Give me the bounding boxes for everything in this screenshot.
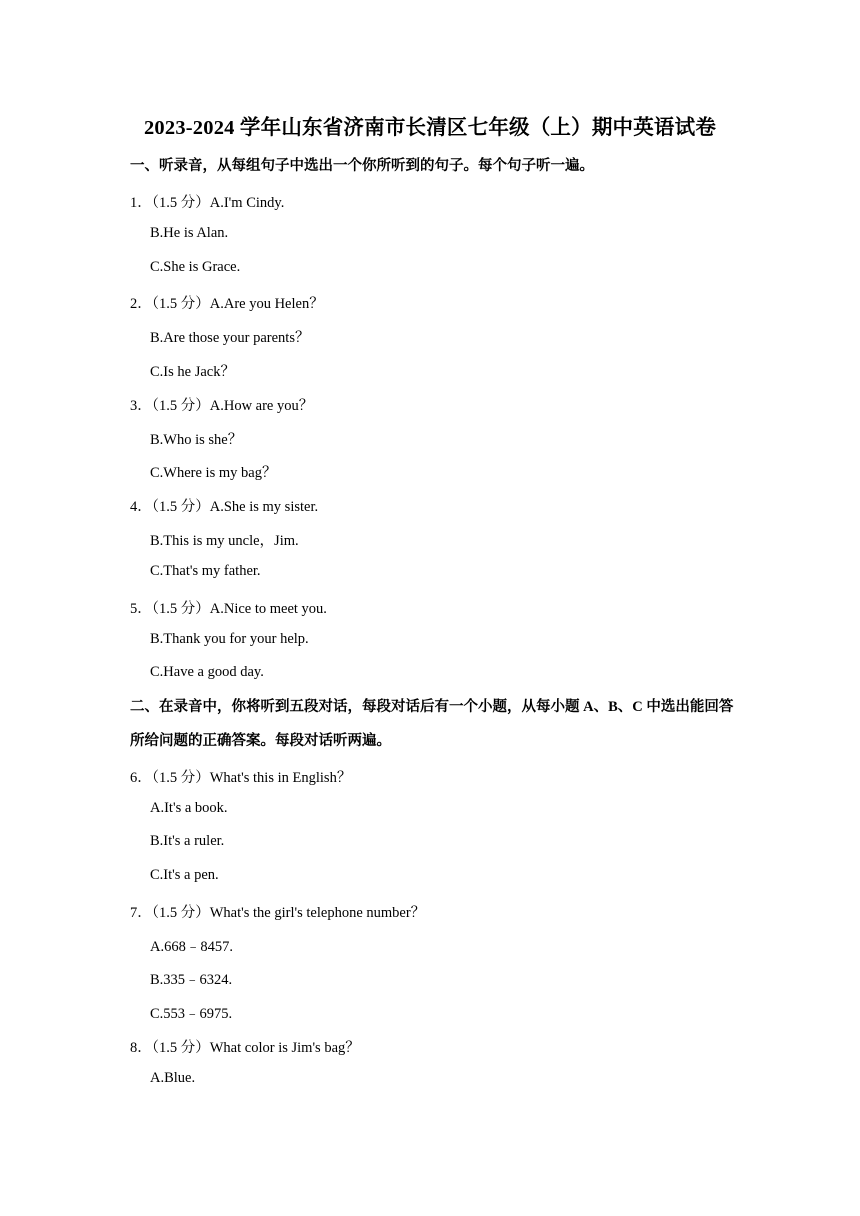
exam-title: 2023-2024 学年山东省济南市长清区七年级（上）期中英语试卷 (143, 117, 717, 139)
question-stem: A.Nice to meet you. (209, 601, 327, 617)
option-c: C.Have a good day. (150, 664, 264, 680)
question-score: （1.5 分） (151, 499, 210, 515)
question-stem: What's this in English？ (209, 770, 352, 786)
question-score: （1.5 分） (151, 296, 210, 312)
question-stem: A.How are you？ (209, 398, 314, 414)
question-score: （1.5 分） (151, 195, 210, 211)
question-number: 7． (130, 905, 152, 921)
question-6 (130, 766, 351, 787)
question-score: （1.5 分） (151, 1040, 210, 1056)
option-b: B.It's a ruler. (150, 833, 225, 849)
option-b: B.Are those your parents？ (150, 330, 310, 346)
question-score: （1.5 分） (151, 770, 210, 786)
question-score: （1.5 分） (151, 398, 210, 414)
option-b: B.Thank you for your help. (150, 631, 309, 647)
question-stem: A.Are you Helen？ (209, 296, 324, 312)
question-number: 5． (130, 601, 152, 617)
option-b: B.335﹣6324. (150, 972, 233, 988)
question-number: 8． (130, 1040, 152, 1056)
option-b: B.This is my uncle，Jim. (150, 533, 299, 549)
question-stem: A.She is my sister. (209, 499, 319, 515)
question-3 (130, 394, 313, 415)
option-a: A.668﹣8457. (150, 939, 233, 955)
option-c: C.It's a pen. (150, 867, 219, 883)
question-stem: What's the girl's telephone number？ (209, 905, 426, 921)
question-8 (130, 1036, 360, 1057)
option-a: A.It's a book. (150, 800, 228, 816)
option-b: B.Who is she？ (150, 432, 243, 448)
section-2-heading: 二、在录音中，你将听到五段对话，每段对话后有一个小题，从每小题 A、B、C 中选出能回答所给问题的正确答案。每段对话听两遍。 (130, 699, 734, 749)
option-a: A.Blue. (150, 1070, 196, 1086)
question-number: 1． (130, 195, 152, 211)
option-c: C.Where is my bag？ (150, 465, 277, 481)
question-number: 3． (130, 398, 152, 414)
option-c: C.Is he Jack？ (150, 364, 235, 380)
question-1 (130, 191, 284, 212)
question-number: 2． (130, 296, 152, 312)
question-7 (130, 901, 425, 922)
question-2 (130, 292, 324, 313)
section-1-heading: 一、听录音，从每组句子中选出一个你所听到的句子。每个句子听一遍。 (130, 158, 594, 174)
option-b: B.He is Alan. (150, 225, 229, 241)
question-score: （1.5 分） (151, 905, 210, 921)
option-c: C.That's my father. (150, 563, 261, 579)
question-5 (130, 597, 327, 618)
question-number: 6． (130, 770, 152, 786)
option-c: C.She is Grace. (150, 259, 241, 275)
question-number: 4． (130, 499, 152, 515)
question-4 (130, 495, 318, 516)
question-stem: What color is Jim's bag？ (209, 1040, 360, 1056)
option-c: C.553﹣6975. (150, 1006, 233, 1022)
question-score: （1.5 分） (151, 601, 210, 617)
question-stem: A.I'm Cindy. (209, 195, 285, 211)
